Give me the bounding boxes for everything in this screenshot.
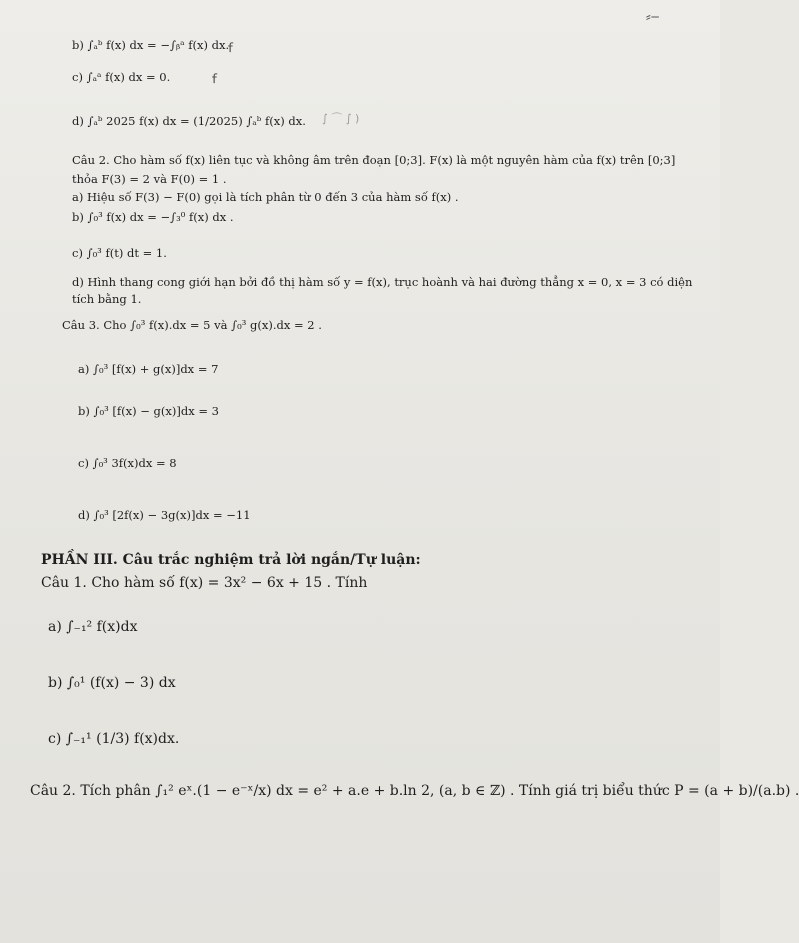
q2-item-d-line2: tích bằng 1. [72, 292, 142, 306]
part3-heading: PHẦN III. Câu trắc nghiệm trả lời ngắn/Tự luận: [41, 552, 421, 568]
q2-item-a: a) Hiệu số F(3) − F(0) gọi là tích phân từ 0 đến 3 của hàm số f(x) . [72, 190, 459, 204]
p3-q1-item-a: a) ∫₋₁² f(x)dx [48, 619, 138, 635]
pencil-scribble: ∫ ⌒ ∫ ) [322, 112, 360, 125]
p3-q1-item-b: b) ∫₀¹ (f(x) − 3) dx [48, 675, 176, 691]
q1-item-c: c) ∫ₐᵃ f(x) dx = 0. [72, 70, 171, 84]
q2-stem-line1: Câu 2. Cho hàm số f(x) liên tục và không âm trên đoạn [0;3]. F(x) là một nguyên hàm của f(x) trên [0;3] [72, 153, 676, 167]
handwritten-mark-c: ꬵ [212, 72, 217, 88]
q3-item-b: b) ∫₀³ [f(x) − g(x)]dx = 3 [78, 404, 219, 418]
p3-q1-stem: Câu 1. Cho hàm số f(x) = 3x² − 6x + 15 . Tính [41, 575, 368, 591]
pencil-mark-top-right: ⸗‒ [646, 9, 660, 25]
q2-item-d-line1: d) Hình thang cong giới hạn bởi đồ thị hàm số y = f(x), trục hoành và hai đường thẳng x = 0, x = 3 có diện [72, 275, 693, 289]
q1-item-d: d) ∫ₐᵇ 2025 f(x) dx = (1/2025) ∫ₐᵇ f(x) dx. [72, 114, 306, 128]
q3-item-a: a) ∫₀³ [f(x) + g(x)]dx = 7 [78, 362, 219, 376]
handwritten-mark-b: ꬵ [228, 41, 233, 57]
q3-item-d: d) ∫₀³ [2f(x) − 3g(x)]dx = −11 [78, 508, 251, 522]
q3-stem: Câu 3. Cho ∫₀³ f(x).dx = 5 và ∫₀³ g(x).dx = 2 . [62, 318, 322, 332]
p3-q1-item-c: c) ∫₋₁¹ (1/3) f(x)dx. [48, 731, 180, 747]
p3-q2-stem: Câu 2. Tích phân ∫₁² eˣ.(1 − e⁻ˣ/x) dx = e² + a.e + b.ln 2, (a, b ∈ ℤ) . Tính giá trị biểu thức P = (a + b)/(a.b) . [30, 783, 799, 799]
q2-stem-line2: thỏa F(3) = 2 và F(0) = 1 . [72, 172, 227, 186]
q1-item-b: b) ∫ₐᵇ f(x) dx = −∫ᵦᵃ f(x) dx. [72, 38, 230, 52]
q2-item-c: c) ∫₀³ f(t) dt = 1. [72, 246, 167, 260]
q2-item-b: b) ∫₀³ f(x) dx = −∫₃⁰ f(x) dx . [72, 210, 234, 224]
q3-item-c: c) ∫₀³ 3f(x)dx = 8 [78, 456, 177, 470]
